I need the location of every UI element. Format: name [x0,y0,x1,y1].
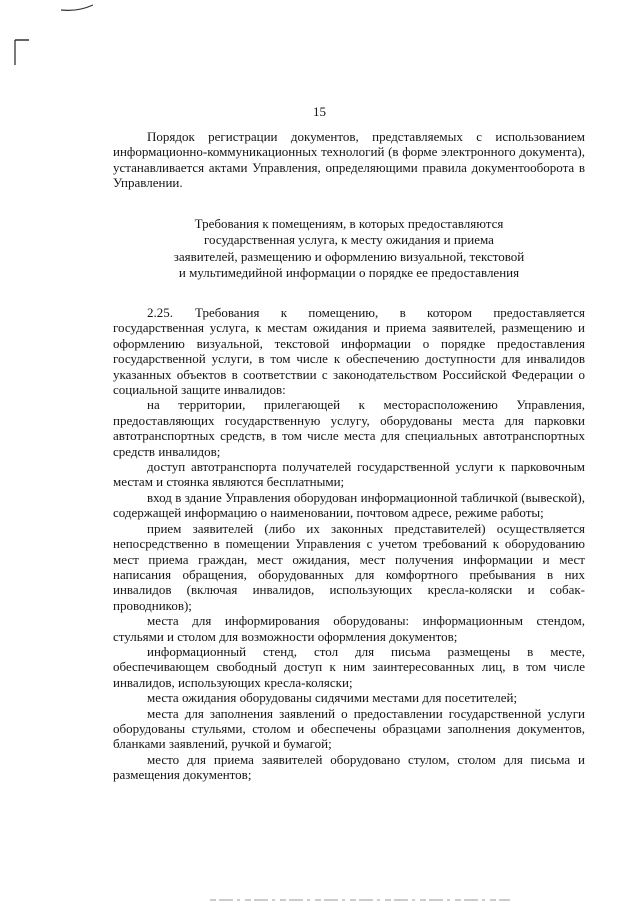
heading-line: государственная услуга, к месту ожидания и приема [204,232,494,248]
heading-line: Требования к помещениям, в которых предоставляются [194,215,504,231]
clause-number: 2.25. [147,305,173,320]
list-item: на территории, прилегающей к месторасположению Управления, предоставляющих государственную услугу, оборудованы места для парковки автотранспортных средств, в том числе места для специальных автотранспортных средств инвалидов; [113,397,585,459]
page-number: 15 [313,104,326,119]
scan-artifact-left [14,36,30,66]
clause-text: Требования к помещению, в котором предоставляется государственная услуга, к местам ожидания и приема заявителей, размещению и оформлению визуальной, текстовой информации о порядке предоставления государственной услуги, в том числе к обеспечению доступности для инвалидов указанных объектов в соответствии с законодательством Российской Федерации о социальной защите инвалидов: [113,305,585,398]
list-item: доступ автотранспорта получателей государственной услуги к парковочным местам и стоянка являются бесплатными; [113,459,585,490]
list-item: место для приема заявителей оборудовано стулом, столом для письма и размещения документов; [113,751,585,783]
list-item: места для заполнения заявлений о предоставлении государственной услуги оборудованы стульями, столом и обеспечены образцами заполнения документов, бланками заявлений, ручкой и бумагой; [113,705,585,752]
section-heading [113,216,585,282]
scan-artifact-bottom [210,898,510,902]
intro-paragraph: Порядок регистрации документов, представляемых с использованием информационно-коммуникационных технологий (в форме электронного документа), устанавливается актами Управления, определяющими правила документооборота в Управлении. [113,129,585,191]
list-item: прием заявителей (либо их законных представителей) осуществляется непосредственно в помещении Управления с учетом требований к оборудованию мест приема граждан, мест ожидания, мест получения информации и мест написания обращения, оборудованных для комфортного пребывания в них инвалидов (включая инвалидов, использующих кресла-коляски и собак-проводников); [113,520,585,613]
scan-artifact-top [60,4,94,12]
list-item: места для информирования оборудованы: информационным стендом, стульями и столом для возможности оформления документов; [113,613,585,644]
clause-paragraph [113,305,585,397]
heading-line: заявителей, размещению и оформлению визуальной, текстовой [173,248,525,264]
list-item: места ожидания оборудованы сидячими местами для посетителей; [147,690,518,706]
list-item: вход в здание Управления оборудован информационной табличкой (вывеской), содержащей информацию о наименовании, почтовом адресе, режиме работы; [113,489,585,521]
document-body [113,129,585,783]
list-item: информационный стенд, стол для письма размещены в месте, обеспечивающем свободный доступ к ним заинтересованных лиц, в том числе инвалидов, использующих кресла-коляски; [113,643,585,690]
heading-line: и мультимедийной информации о порядке ее предоставления [178,265,520,281]
